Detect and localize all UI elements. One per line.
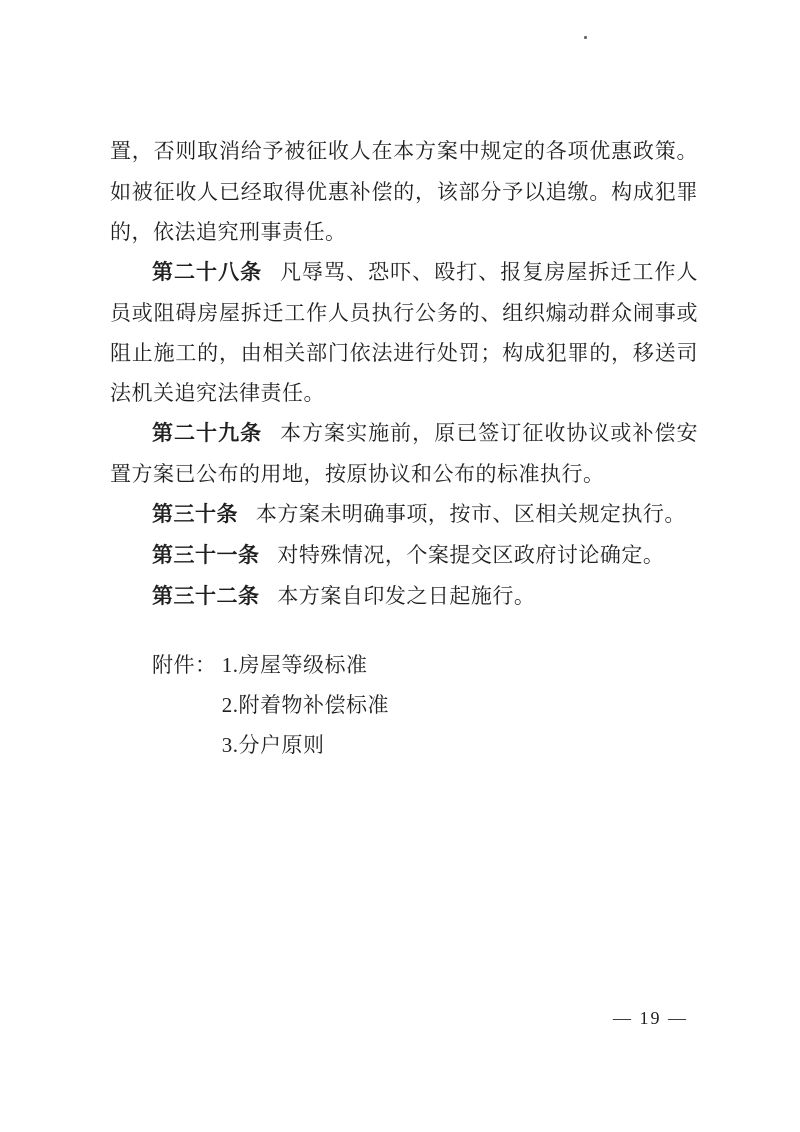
paragraph-continuation xyxy=(110,131,698,252)
article-number: 第二十九条 xyxy=(152,422,263,445)
attachments-block xyxy=(152,645,698,765)
paragraph-article-32 xyxy=(110,576,698,617)
article-number: 第三十一条 xyxy=(152,544,260,567)
attachment-item: 2.附着物补偿标准 xyxy=(221,693,389,717)
paragraph-text: 本方案未明确事项，按市、区相关规定执行。 xyxy=(255,502,686,526)
paragraph-article-28 xyxy=(110,252,698,413)
paragraph-text: 凡辱骂、恐吓、殴打、报复房屋拆迁工作人员或阻碍房屋拆迁工作人员执行公务的、组织煽动群众闹事或阻止施工的，由相关部门依法进行处罚；构成犯罪的，移送司法机关追究法律责任。 xyxy=(110,260,699,405)
document-body xyxy=(110,131,698,765)
attachment-item: 3.分户原则 xyxy=(221,733,325,757)
paragraph-text: 置，否则取消给予被征收人在本方案中规定的各项优惠政策。如被征收人已经取得优惠补偿的，该部分予以追缴。构成犯罪的，依法追究刑事责任。 xyxy=(110,139,698,244)
article-number: 第三十二条 xyxy=(152,585,260,608)
paragraph-text: 对特殊情况，个案提交区政府讨论确定。 xyxy=(277,543,665,567)
paragraph-text: 本方案自印发之日起施行。 xyxy=(277,584,536,608)
attachment-item: 1.房屋等级标准 xyxy=(221,653,368,677)
article-number: 第三十条 xyxy=(152,503,238,526)
article-number: 第二十八条 xyxy=(152,261,263,284)
attachments-label: 附件： xyxy=(152,653,217,677)
paragraph-article-31 xyxy=(110,535,698,576)
scan-artifact-dot xyxy=(584,36,587,39)
paragraph-article-29 xyxy=(110,413,698,494)
attachments-list xyxy=(222,645,389,765)
paragraph-article-30 xyxy=(110,494,698,535)
page-number: — 19 — xyxy=(613,1008,688,1028)
paragraph-text: 本方案实施前，原已签订征收协议或补偿安置方案已公布的用地，按原协议和公布的标准执行。 xyxy=(110,421,699,486)
